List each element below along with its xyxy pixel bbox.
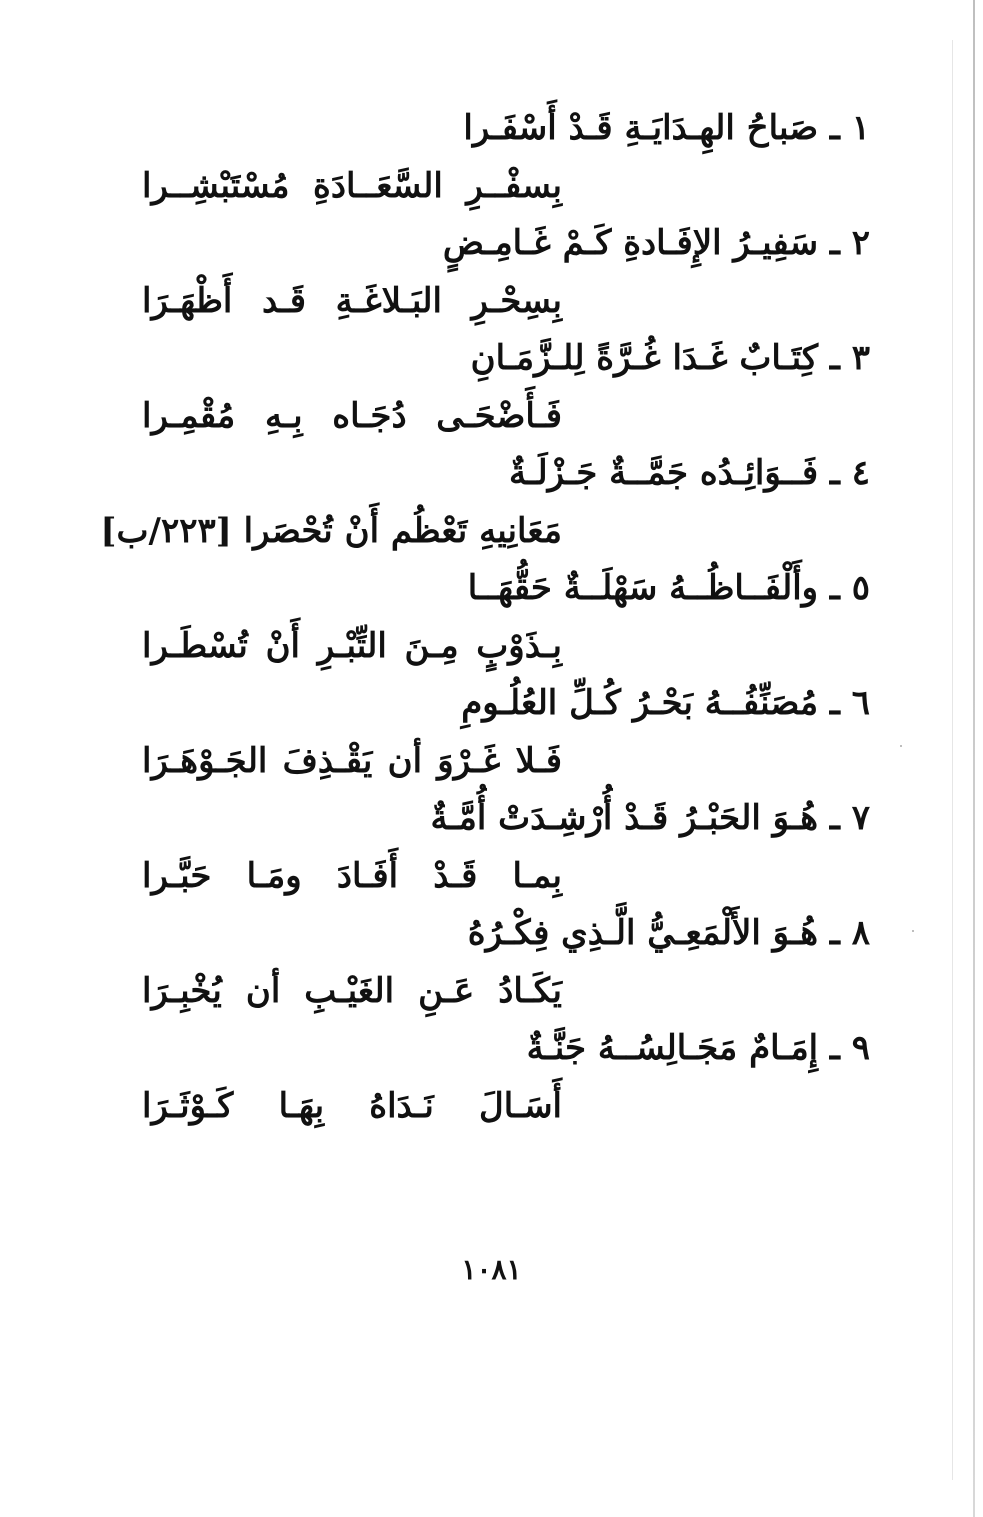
verse-4-hemistich-2: مَعَانِيهِ تَعْظُم أَنْ تُحْصَرا [٢٢٣/ب] [100,510,562,551]
verse-5-hemistich-1: ٥ ـ وأَلْفَــاظُــهُ سَهْلَــةٌ حَقُّهَــا [467,568,870,608]
poem-body [100,100,870,1135]
page-edge-shadow [973,0,975,1517]
verse-2-hemistich-1: ٢ ـ سَفِيـرُ الإِفَـادةِ كَـمْ غَـامِـضٍ [442,223,870,263]
verse-3-hemistich-2: فَـأَضْحَـى دُجَـاه بِـهِ مُقْمِـرا [142,395,562,436]
verse-8-hemistich-2: يَكَـادُ عَـنِ الغَيْـبِ أن يُخْبِـرَا [142,970,562,1011]
verse-9-hemistich-2: أَسَـالَ نَـدَاهُ بِهَـا كَـوْثَـرَا [142,1085,562,1126]
verse-3-hemistich-1: ٣ ـ كِتَـابٌ غَـدَا غُـرَّةً لِلـزَّمَـانِ [470,338,870,378]
verse-6-hemistich-1: ٦ ـ مُصَنِّفُــهُ بَحْـرُ كُـلِّ العُلُـومِ [461,683,870,723]
verse-6-hemistich-2: فَـلا غَـرْوَ أن يَقْـذِفَ الجَـوْهَـرَا [142,740,562,781]
verse-1-hemistich-1: ١ ـ صَباحُ الهِـدَايَـةِ قَـدْ أَسْفَـرا [463,108,870,148]
verse-7-hemistich-2: بِمـا قَـدْ أَفَـادَ ومَـا حَبَّـرا [142,855,562,896]
verse-4-hemistich-1: ٤ ـ فَــوَائِـدُه جَمَّــةٌ جَـزْلَـةٌ [509,453,870,493]
verse-5-hemistich-2: بِـذَوْبٍ مِـنَ التِّبْـرِ أَنْ تُسْطَـرا [142,625,562,666]
verse-7-hemistich-1: ٧ ـ هُـوَ الحَبْـرُ قَـدْ أُرْشِـدَتْ أُمَّـةٌ [430,798,870,838]
verse-9-hemistich-1: ٩ ـ إِمَـامٌ مَجَـالِسُــهُ جَنَّـةٌ [526,1028,870,1068]
page-number: ١٠٨١ [461,1253,522,1286]
verse-1-hemistich-2: بِسفْــرِ السَّعَــادَةِ مُسْتَبْشِــرا [142,165,562,206]
verse-8-hemistich-1: ٨ ـ هُـوَ الأَلْمَعِـيُّ الَّـذِي فِكْـرُهُ [467,913,870,953]
verse-2-hemistich-2: بِسِحْـرِ البَـلاغَـةِ قَـد أَظْهَـرَا [142,280,562,321]
scan-speck [912,930,914,932]
scan-speck [900,745,902,747]
